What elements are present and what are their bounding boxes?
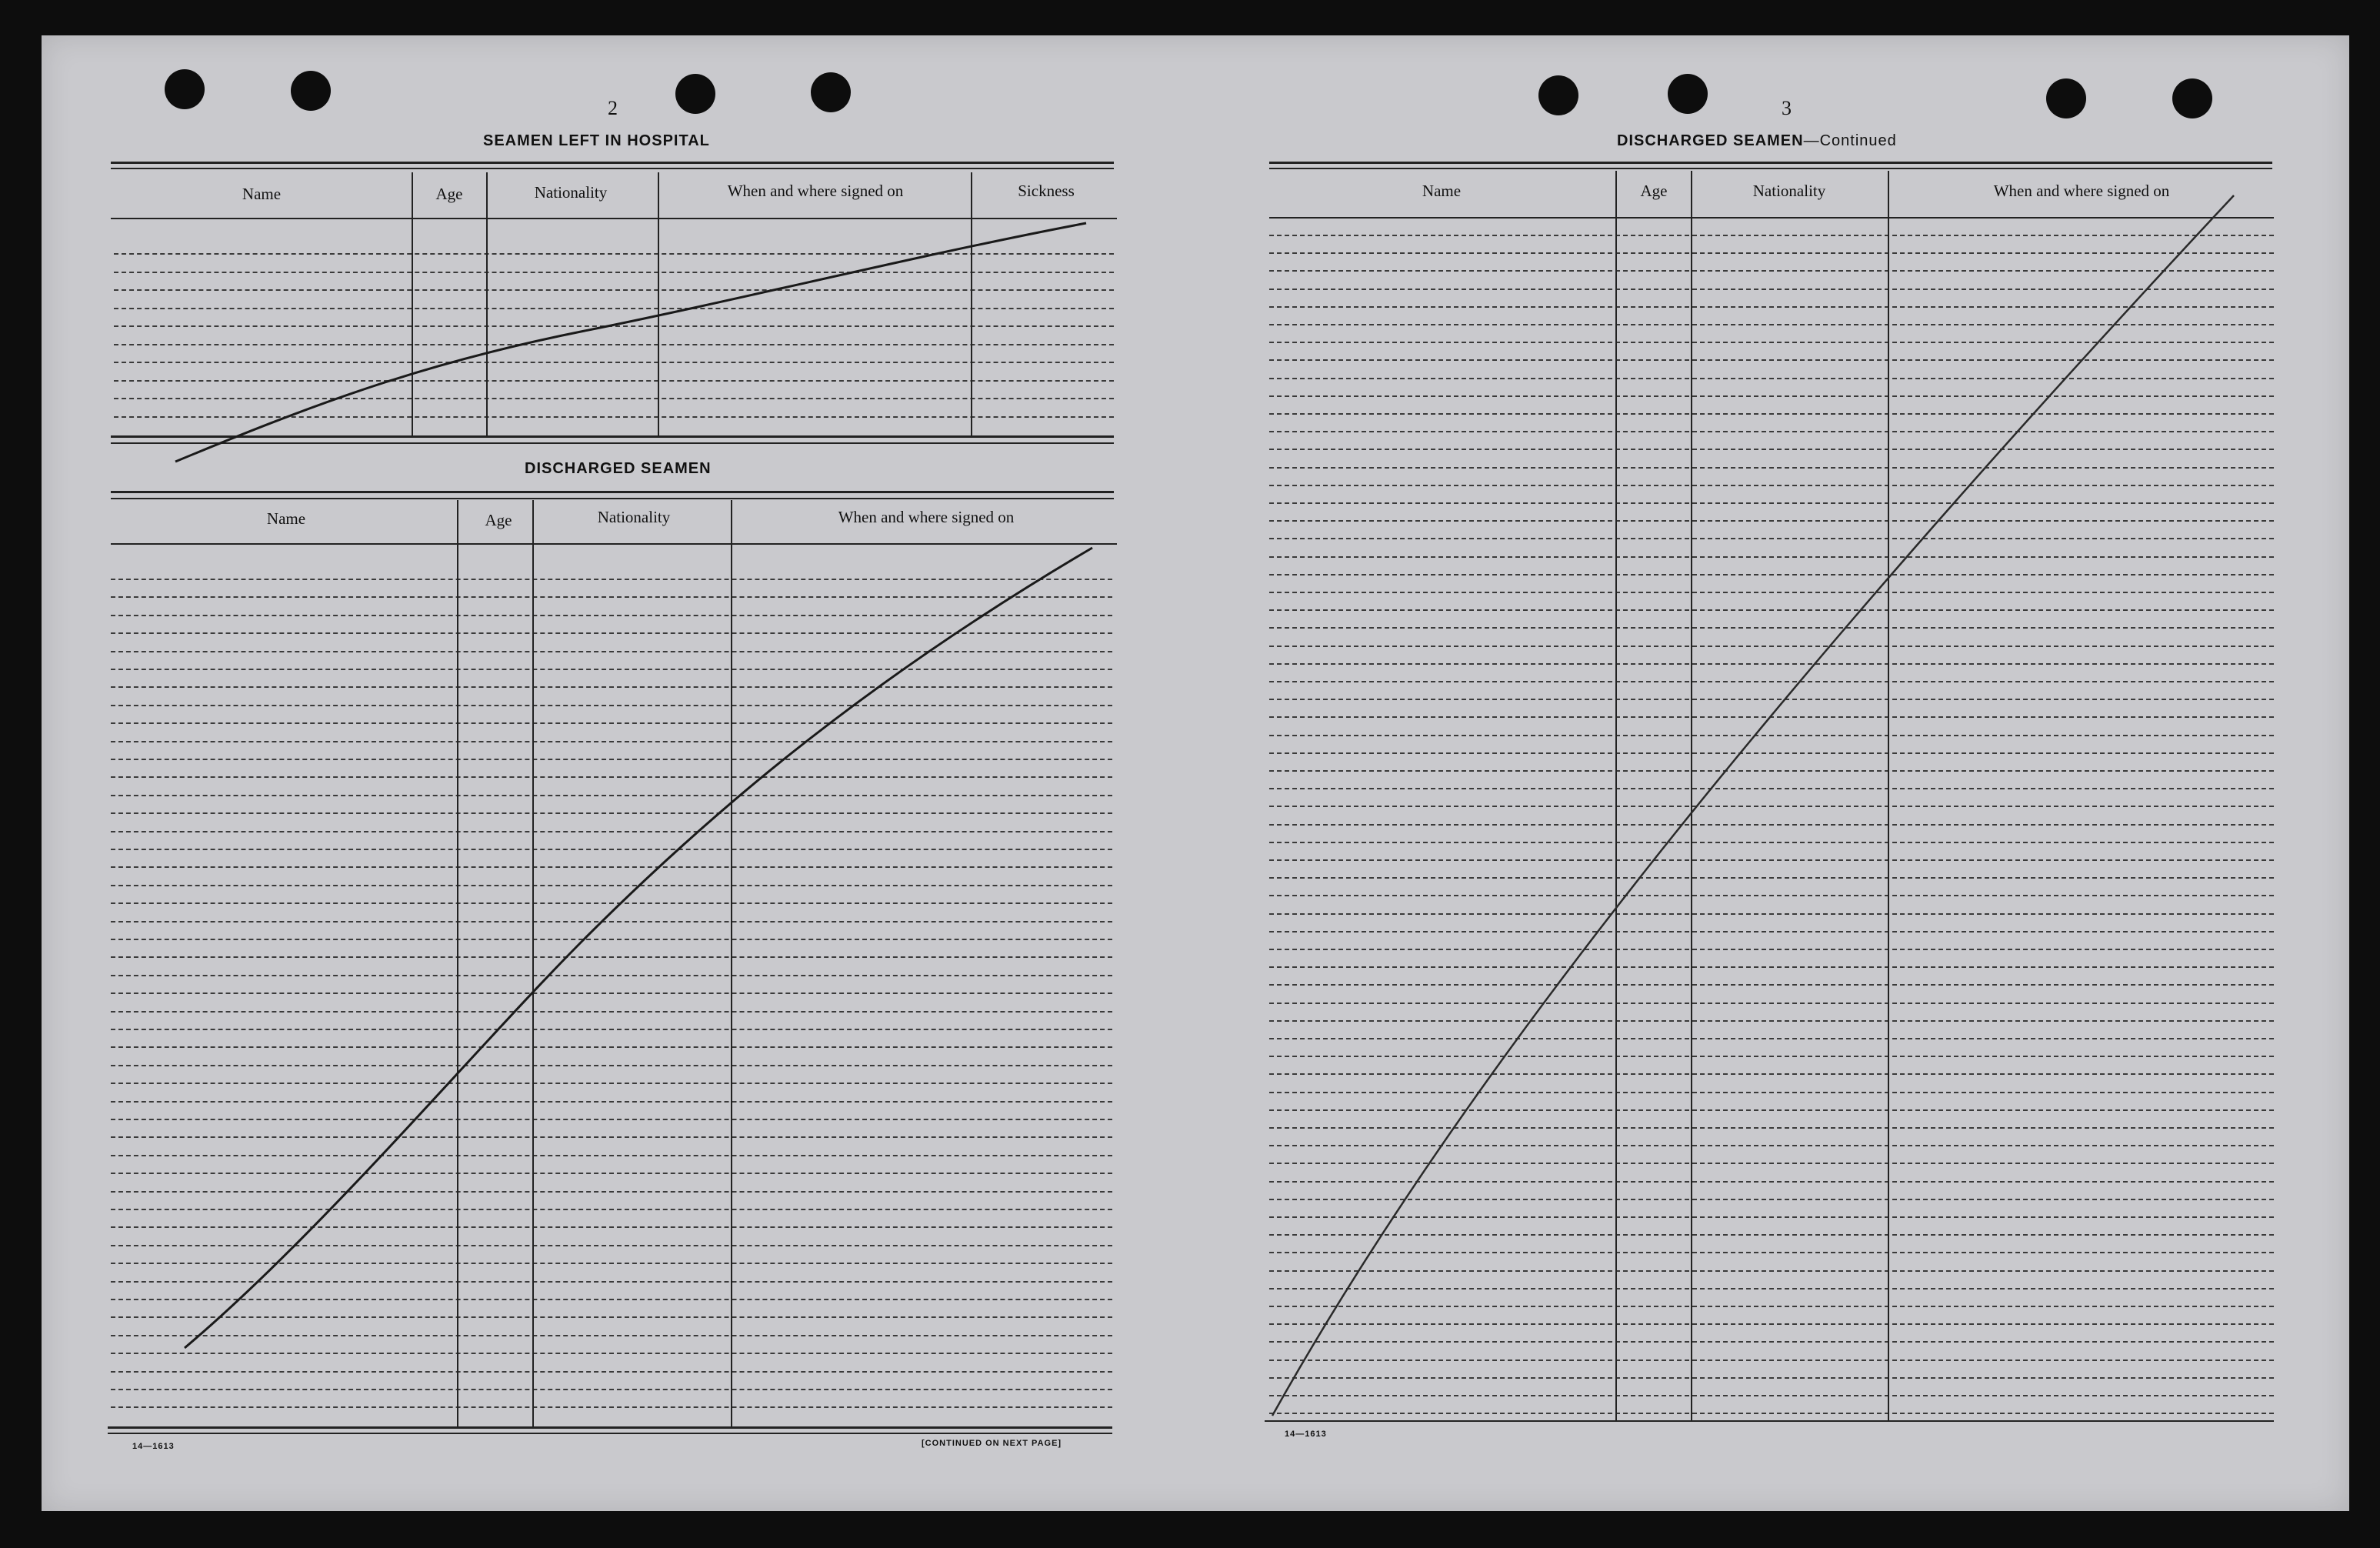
right-discharged-title-main: DISCHARGED SEAMEN (1617, 132, 1804, 149)
discharged-col-nationality: Nationality (597, 508, 671, 526)
hospital-col-name: Name (242, 185, 282, 203)
hospital-col-signed-on: When and where signed on (727, 182, 904, 200)
hospital-col-nationality: Nationality (534, 183, 608, 202)
left-page-number: 2 (608, 97, 618, 119)
hospital-col-age: Age (435, 185, 463, 203)
form-number: 14—1613 (132, 1442, 175, 1451)
right-col-signed-on: When and where signed on (1993, 182, 2170, 200)
hospital-section-title: SEAMEN LEFT IN HOSPITAL (483, 132, 710, 149)
discharged-cancel-stroke (185, 548, 1092, 1348)
discharged-col-signed-on: When and where signed on (838, 508, 1015, 526)
right-form-number: 14—1613 (1285, 1430, 1327, 1439)
continued-note: [CONTINUED ON NEXT PAGE] (922, 1439, 1062, 1448)
right-col-age: Age (1640, 182, 1668, 200)
hospital-col-sickness: Sickness (1018, 182, 1075, 200)
discharged-col-name: Name (266, 509, 306, 528)
discharged-col-age: Age (485, 511, 512, 529)
right-discharged-title-suffix: —Continued (1803, 132, 1897, 149)
right-col-nationality: Nationality (1752, 182, 1826, 200)
hospital-cancel-stroke (175, 223, 1086, 462)
discharged-section-title: DISCHARGED SEAMEN (525, 460, 712, 477)
right-cancel-stroke (1272, 195, 2234, 1416)
right-col-name: Name (1422, 182, 1462, 200)
right-page-number: 3 (1782, 97, 1792, 119)
